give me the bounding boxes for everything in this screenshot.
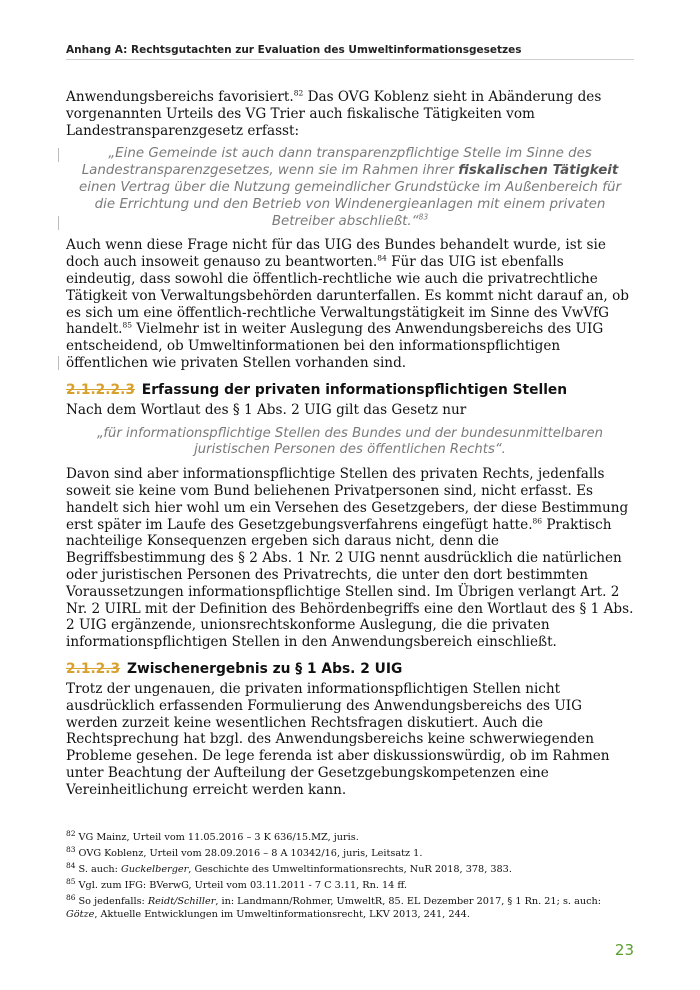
- footnote-text: , Geschichte des Umweltinformationsrechts, NuR 2018, 378, 383.: [188, 864, 512, 875]
- footnote-author: Guckelberger: [121, 864, 189, 875]
- footnote-ref-86[interactable]: 86: [532, 516, 543, 525]
- footnote-82: [66, 828, 634, 845]
- body-text: [66, 89, 634, 805]
- footnote-ref-82[interactable]: 82: [293, 88, 304, 98]
- footnote-85: [66, 876, 634, 893]
- footnote-number: 85: [66, 876, 76, 886]
- paragraph-2-text-c: Vielmehr ist in weiter Auslegung des Anwendungsbereichs des UIG entscheidend, ob Umweltinformationen bei den informationspflichtigen öffentlichen wie privaten Stellen vorhanden sind.: [66, 321, 604, 371]
- quote-marker-bottom: [58, 216, 60, 230]
- footnote-83: [66, 844, 634, 861]
- footnote-number: 84: [66, 860, 76, 870]
- block-quote-2: „für informationspflichtige Stellen des Bundes und der bundesunmittelbaren juristischen Personen des öffentlichen Rechts“.: [97, 425, 603, 458]
- footnote-text: VG Mainz, Urteil vom 11.05.2016 – 3 K 636/15.MZ, juris.: [78, 832, 359, 843]
- footnote-84: [66, 860, 634, 877]
- paragraph-4-text-a: Davon sind aber informationspflichtige Stellen des privaten Rechts, jedenfalls soweit sie keine vom Bund beliehenen Privatpersonen sind, nicht erfasst. Es handelt sich hier wohl um ein Versehen des Gesetzgebers, der diese Bestimmung erst später im Laufe des Gesetzgebungsverfahrens eingefügt hatte.: [66, 466, 629, 533]
- section-title: Zwischenergebnis zu § 1 Abs. 2 UIG: [126, 660, 403, 677]
- footnote-86: [66, 892, 634, 921]
- footnote-ref-84[interactable]: 84: [377, 253, 387, 263]
- footnote-ref-85[interactable]: 85: [122, 320, 133, 330]
- page-number: 23: [614, 941, 634, 959]
- quote-marker-top: [58, 148, 60, 162]
- change-bar-marker: [58, 356, 59, 370]
- footnote-text: OVG Koblenz, Urteil vom 28.09.2016 – 8 A 10342/16, juris, Leitsatz 1.: [78, 848, 423, 859]
- running-head: Anhang A: Rechtsgutachten zur Evaluation des Umweltinformationsgesetzes: [66, 44, 634, 60]
- quote-1-text-a: „Eine Gemeinde ist auch dann transparenzpflichtige Stelle im Sinne des Landestransparenzgesetzes, wenn sie im Rahmen ihrer: [81, 146, 592, 179]
- paragraph-5: Trotz der ungenauen, die privaten informationspflichtigen Stellen nicht ausdrücklich erfassenden Formulierung des Anwendungsbereichs des UIG werden zurzeit keine wesentlichen Rechtsfragen diskutiert. Auch die Rechtsprechung hat bzgl. des Anwendungsbereichs keine schwerwiegenden Probleme gesehen. De lege ferenda ist aber diskussionswürdig, ob im Rahmen unter Beachtung der Aufteilung der Gesetzgebungskompetenzen eine Vereinheitlichung erreicht werden kann.: [66, 680, 610, 798]
- section-title: Erfassung der privaten informationspflichtigen Stellen: [141, 381, 568, 398]
- paragraph-1: [66, 89, 634, 139]
- footnotes: [66, 828, 634, 925]
- footnote-text: Vgl. zum IFG: BVerwG, Urteil vom 03.11.2011 - 7 C 3.11, Rn. 14 ff.: [78, 880, 408, 891]
- footnote-author: Reidt/Schiller: [147, 896, 216, 907]
- section-number: 2.1.2.3: [66, 660, 121, 677]
- section-heading-2-1-2-3: [66, 661, 634, 678]
- paragraph-4-text-b: Praktisch nachteilige Konsequenzen ergeben sich daraus nicht, denn die Begriffsbestimmung des § 2 Abs. 1 Nr. 2 UIG nennt ausdrücklich die natürlichen oder juristischen Personen des Privatrechts, die unter den dort bestimmten Voraussetzungen informationspflichtige Stellen sind. Im Übrigen verlangt Art. 2 Nr. 2 UIRL mit der Definition des Behördenbegriffs eine den Wortlaut des § 1 Abs. 2 UIG ergänzende, unionsrechtskonforme Auslegung, die die privaten informationspflichtigen Stellen in den Anwendungsbereich einschließt.: [66, 516, 634, 651]
- paragraph-1-text-a: Anwendungsbereichs favorisiert.: [66, 89, 294, 105]
- footnote-number: 83: [66, 844, 76, 854]
- footnote-text: , Aktuelle Entwicklungen im Umweltinformationsrecht, LKV 2013, 241, 244.: [94, 908, 470, 920]
- paragraph-3: Nach dem Wortlaut des § 1 Abs. 2 UIG gilt das Gesetz nur: [66, 401, 467, 418]
- footnote-text: S. auch:: [78, 864, 122, 875]
- quote-1-text-b: einen Vertrag über die Nutzung gemeindlicher Grundstücke im Außenbereich für die Errichtung und den Betrieb von Windenergieanlagen mit einem privaten Betreiber abschließt.“: [78, 179, 622, 229]
- footnote-text: , in: Landmann/Rohmer, UmweltR, 85. EL Dezember 2017, § 1 Rn. 21; s. auch:: [215, 896, 602, 907]
- footnote-author: Götze: [66, 908, 95, 920]
- footnote-text: So jedenfalls:: [78, 896, 148, 907]
- quote-1-emphasis: fiskalischen Tätigkeit: [458, 163, 619, 179]
- paragraph-2-text-a: Auch wenn diese Frage nicht für das UIG des Bundes behandelt wurde, ist sie doch auch insoweit genauso zu beantworten.: [66, 237, 606, 271]
- paragraph-2-text-b: Für das UIG ist ebenfalls eindeutig, dass sowohl die öffentlich-rechtliche wie auch die privatrechtliche Tätigkeit von Verwaltungsbehörden darunterfallen. Es kommt nicht darauf an, ob es sich um eine öffentlich-rechtliche Verwaltungstätigkeit im Sinne des VwVfG handelt.: [66, 254, 629, 338]
- paragraph-4: [66, 466, 634, 651]
- section-heading-2-1-2-2-3: [66, 382, 634, 399]
- section-number: 2.1.2.2.3: [66, 381, 135, 398]
- paragraph-2: [66, 237, 634, 371]
- paragraph-1-text-b: Das OVG Koblenz sieht in Abänderung des vorgenannten Urteils des VG Trier auch fiskalische Tätigkeiten vom Landestransparenzgesetz erfasst:: [66, 89, 602, 139]
- footnote-number: 82: [66, 828, 76, 838]
- block-quote-1: [66, 146, 634, 230]
- footnote-ref-83[interactable]: 83: [418, 212, 429, 222]
- footnote-number: 86: [66, 892, 76, 902]
